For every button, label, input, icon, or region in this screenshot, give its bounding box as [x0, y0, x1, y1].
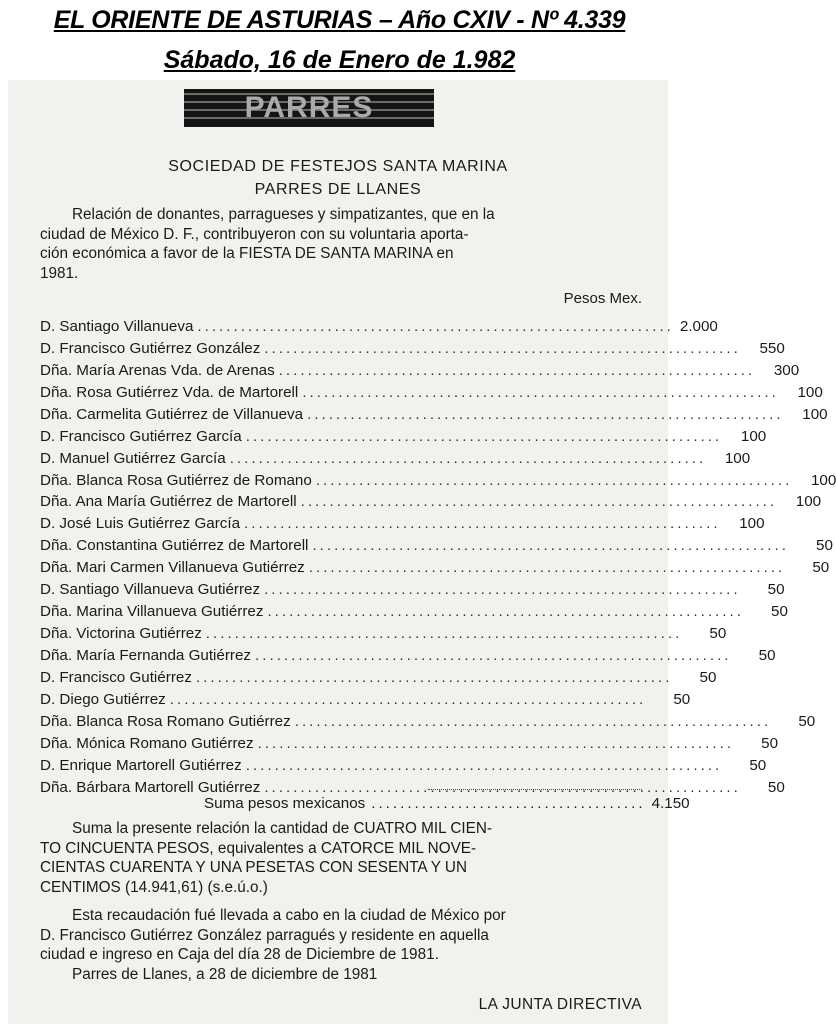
donor-name: Dña. Mari Carmen Villanueva Gutiérrez: [40, 559, 305, 577]
donor-name: Dña. Blanca Rosa Romano Gutiérrez: [40, 712, 291, 730]
leader-dots: ..................................................................: [294, 712, 772, 730]
donor-row: [40, 730, 779, 752]
leader-dots: ..................................................................: [257, 734, 735, 752]
intro-paragraph: [40, 205, 642, 283]
donor-list: [40, 313, 836, 796]
donor-amount: 100: [795, 493, 822, 511]
section-banner-label: PARRES: [244, 91, 374, 124]
donor-name: Dña. Constantina Gutiérrez de Martorell: [40, 537, 309, 555]
intro-line: ción económica a favor de la FIESTA DE SANTA MARINA en: [40, 245, 454, 263]
leader-dots: ..................................................................: [205, 625, 683, 643]
donor-name: Dña. Marina Villanueva Gutiérrez: [40, 603, 264, 621]
donor-amount: 100: [740, 427, 767, 445]
donor-name: D. Enrique Martorell Gutiérrez: [40, 756, 242, 774]
donor-row: [40, 445, 751, 467]
donor-name: Dña. Ana María Gutiérrez de Martorell: [40, 493, 297, 511]
donor-row: [40, 686, 691, 708]
donor-name: D. José Luis Gutiérrez García: [40, 515, 241, 533]
leader-dots: ..................................................................: [312, 537, 789, 555]
sum-label: Suma pesos mexicanos: [204, 795, 366, 812]
donor-amount: 50: [673, 690, 691, 708]
sum-row: [204, 795, 690, 812]
donor-name: Dña. Rosa Gutiérrez Vda. de Martorell: [40, 383, 299, 401]
donor-row: [40, 752, 767, 774]
donor-amount: 550: [759, 339, 785, 357]
donor-row: [40, 467, 836, 489]
donor-name: D. Santiago Villanueva: [40, 317, 194, 335]
leader-dots: ..................................................................: [308, 559, 786, 577]
sum-text-line: CENTIMOS (14.941,61) (s.e.ú.o.): [40, 878, 268, 896]
sum-text-line: TO CINCUENTA PESOS, equivalentes a CATORCE MIL NOVE-: [40, 839, 477, 857]
collection-line: D. Francisco Gutiérrez González parragués y residente en aquella: [40, 926, 489, 944]
donor-name: D. Santiago Villanueva Gutiérrez: [40, 581, 261, 599]
donor-row: [40, 642, 776, 664]
donor-name: D. Manuel Gutiérrez García: [40, 449, 226, 467]
leader-dots: ..................................................................: [255, 647, 732, 664]
leader-dots: ..................................................................: [245, 427, 723, 445]
donor-amount: 100: [810, 471, 836, 489]
donor-amount: 50: [767, 778, 785, 796]
donor-amount: 50: [749, 756, 767, 774]
donor-amount: 100: [797, 383, 823, 401]
donor-amount: 50: [761, 734, 779, 752]
place-date: Parres de Llanes, a 28 de diciembre de 1981: [72, 965, 378, 983]
sum-text-line: Suma la presente relación la cantidad de CUATRO MIL CIEN-: [72, 820, 492, 837]
leader-dots: ......................................: [371, 795, 646, 812]
donor-row: [40, 554, 830, 577]
organization-location: PARRES DE LLANES: [254, 181, 422, 198]
leader-dots: ..................................................................: [302, 383, 779, 401]
donor-name: Dña. Carmelita Gutiérrez de Villanueva: [40, 405, 304, 423]
donor-amount: 50: [758, 647, 776, 664]
sum-text-line: CIENTAS CUARENTA Y UNA PESETAS CON SESENTA Y UN: [40, 859, 468, 877]
donor-row: [40, 379, 823, 401]
donor-row: [40, 620, 727, 643]
donor-row: [40, 664, 717, 686]
leader-dots: ..................................................................: [195, 668, 673, 686]
donor-name: Dña. María Arenas Vda. de Arenas: [40, 361, 275, 379]
donor-amount: 50: [767, 581, 785, 599]
leader-dots: ..................................................................: [264, 778, 741, 796]
leader-dots: ..................................................................: [245, 756, 723, 774]
donor-amount: 100: [802, 405, 828, 423]
donor-name: D. Francisco Gutiérrez: [40, 668, 192, 686]
leader-dots: ..................................................................: [300, 493, 778, 511]
amount-column-header: Pesos Mex.: [563, 290, 642, 307]
section-banner: [184, 89, 434, 127]
newspaper-title: EL ORIENTE DE ASTURIAS – Año CXIV - Nº 4.339: [53, 6, 626, 34]
leader-dots: ..................................................................: [244, 515, 721, 533]
leader-dots: ..................................................................: [264, 339, 741, 357]
donor-name: Dña. Bárbara Martorell Gutiérrez: [40, 778, 261, 796]
donor-row: [40, 774, 785, 796]
donor-row: [40, 401, 828, 423]
organization-name: SOCIEDAD DE FESTEJOS SANTA MARINA: [168, 158, 508, 175]
newspaper-clipping: [8, 80, 836, 1024]
donor-amount: 100: [739, 515, 765, 533]
collection-line: Esta recaudación fué llevada a cabo en la ciudad de México por: [72, 907, 506, 924]
leader-dots: ..................................................................: [169, 690, 647, 708]
donor-row: [40, 708, 816, 730]
donor-name: D. Francisco Gutiérrez González: [40, 339, 261, 357]
leader-dots: ..................................................................: [315, 471, 793, 489]
donor-name: Dña. María Fernanda Gutiérrez: [40, 647, 252, 664]
intro-line: 1981.: [40, 264, 79, 282]
donor-amount: 50: [816, 537, 833, 555]
leader-dots: ..................................................................: [197, 317, 674, 335]
donor-name: D. Diego Gutiérrez: [40, 690, 166, 708]
donor-amount: 2.000: [679, 317, 718, 335]
newspaper-date: Sábado, 16 de Enero de 1.982: [163, 46, 516, 74]
leader-dots: ..................................................................: [229, 449, 707, 467]
donor-row: [40, 532, 833, 555]
donor-row: [40, 510, 765, 533]
donor-name: Dña. Blanca Rosa Gutiérrez de Romano: [40, 471, 312, 489]
leader-dots: ..................................................................: [307, 405, 784, 423]
signature: LA JUNTA DIRECTIVA: [478, 996, 642, 1013]
donor-amount: 100: [724, 449, 751, 467]
donor-name: Dña. Mónica Romano Gutiérrez: [40, 734, 254, 752]
donor-name: Dña. Victorina Gutiérrez: [40, 625, 202, 643]
sum-paragraph: [40, 819, 642, 897]
donor-amount: 50: [798, 712, 816, 730]
sum-divider: [428, 789, 642, 790]
donor-row: [40, 357, 800, 379]
collection-paragraph: [40, 906, 642, 984]
donor-row: [40, 313, 718, 335]
donor-name: D. Francisco Gutiérrez García: [40, 427, 242, 445]
leader-dots: ..................................................................: [267, 603, 744, 621]
leader-dots: ..................................................................: [264, 581, 741, 599]
leader-dots: ..................................................................: [278, 361, 756, 379]
donor-row: [40, 335, 785, 357]
donor-row: [40, 576, 785, 599]
donor-amount: 50: [812, 559, 830, 577]
donor-amount: 50: [771, 603, 788, 621]
donor-amount: 50: [709, 625, 727, 643]
donor-row: [40, 598, 788, 621]
donor-row: [40, 423, 767, 445]
donor-row: [40, 489, 822, 511]
donor-amount: 300: [773, 361, 800, 379]
donor-amount: 50: [699, 668, 717, 686]
intro-line: ciudad de México D. F., contribuyeron con su voluntaria aporta-: [40, 225, 469, 243]
sum-amount: 4.150: [651, 795, 690, 812]
collection-line: ciudad e ingreso en Caja del día 28 de Diciembre de 1981.: [40, 946, 439, 964]
intro-line: Relación de donantes, parragueses y simpatizantes, que en la: [72, 206, 495, 223]
